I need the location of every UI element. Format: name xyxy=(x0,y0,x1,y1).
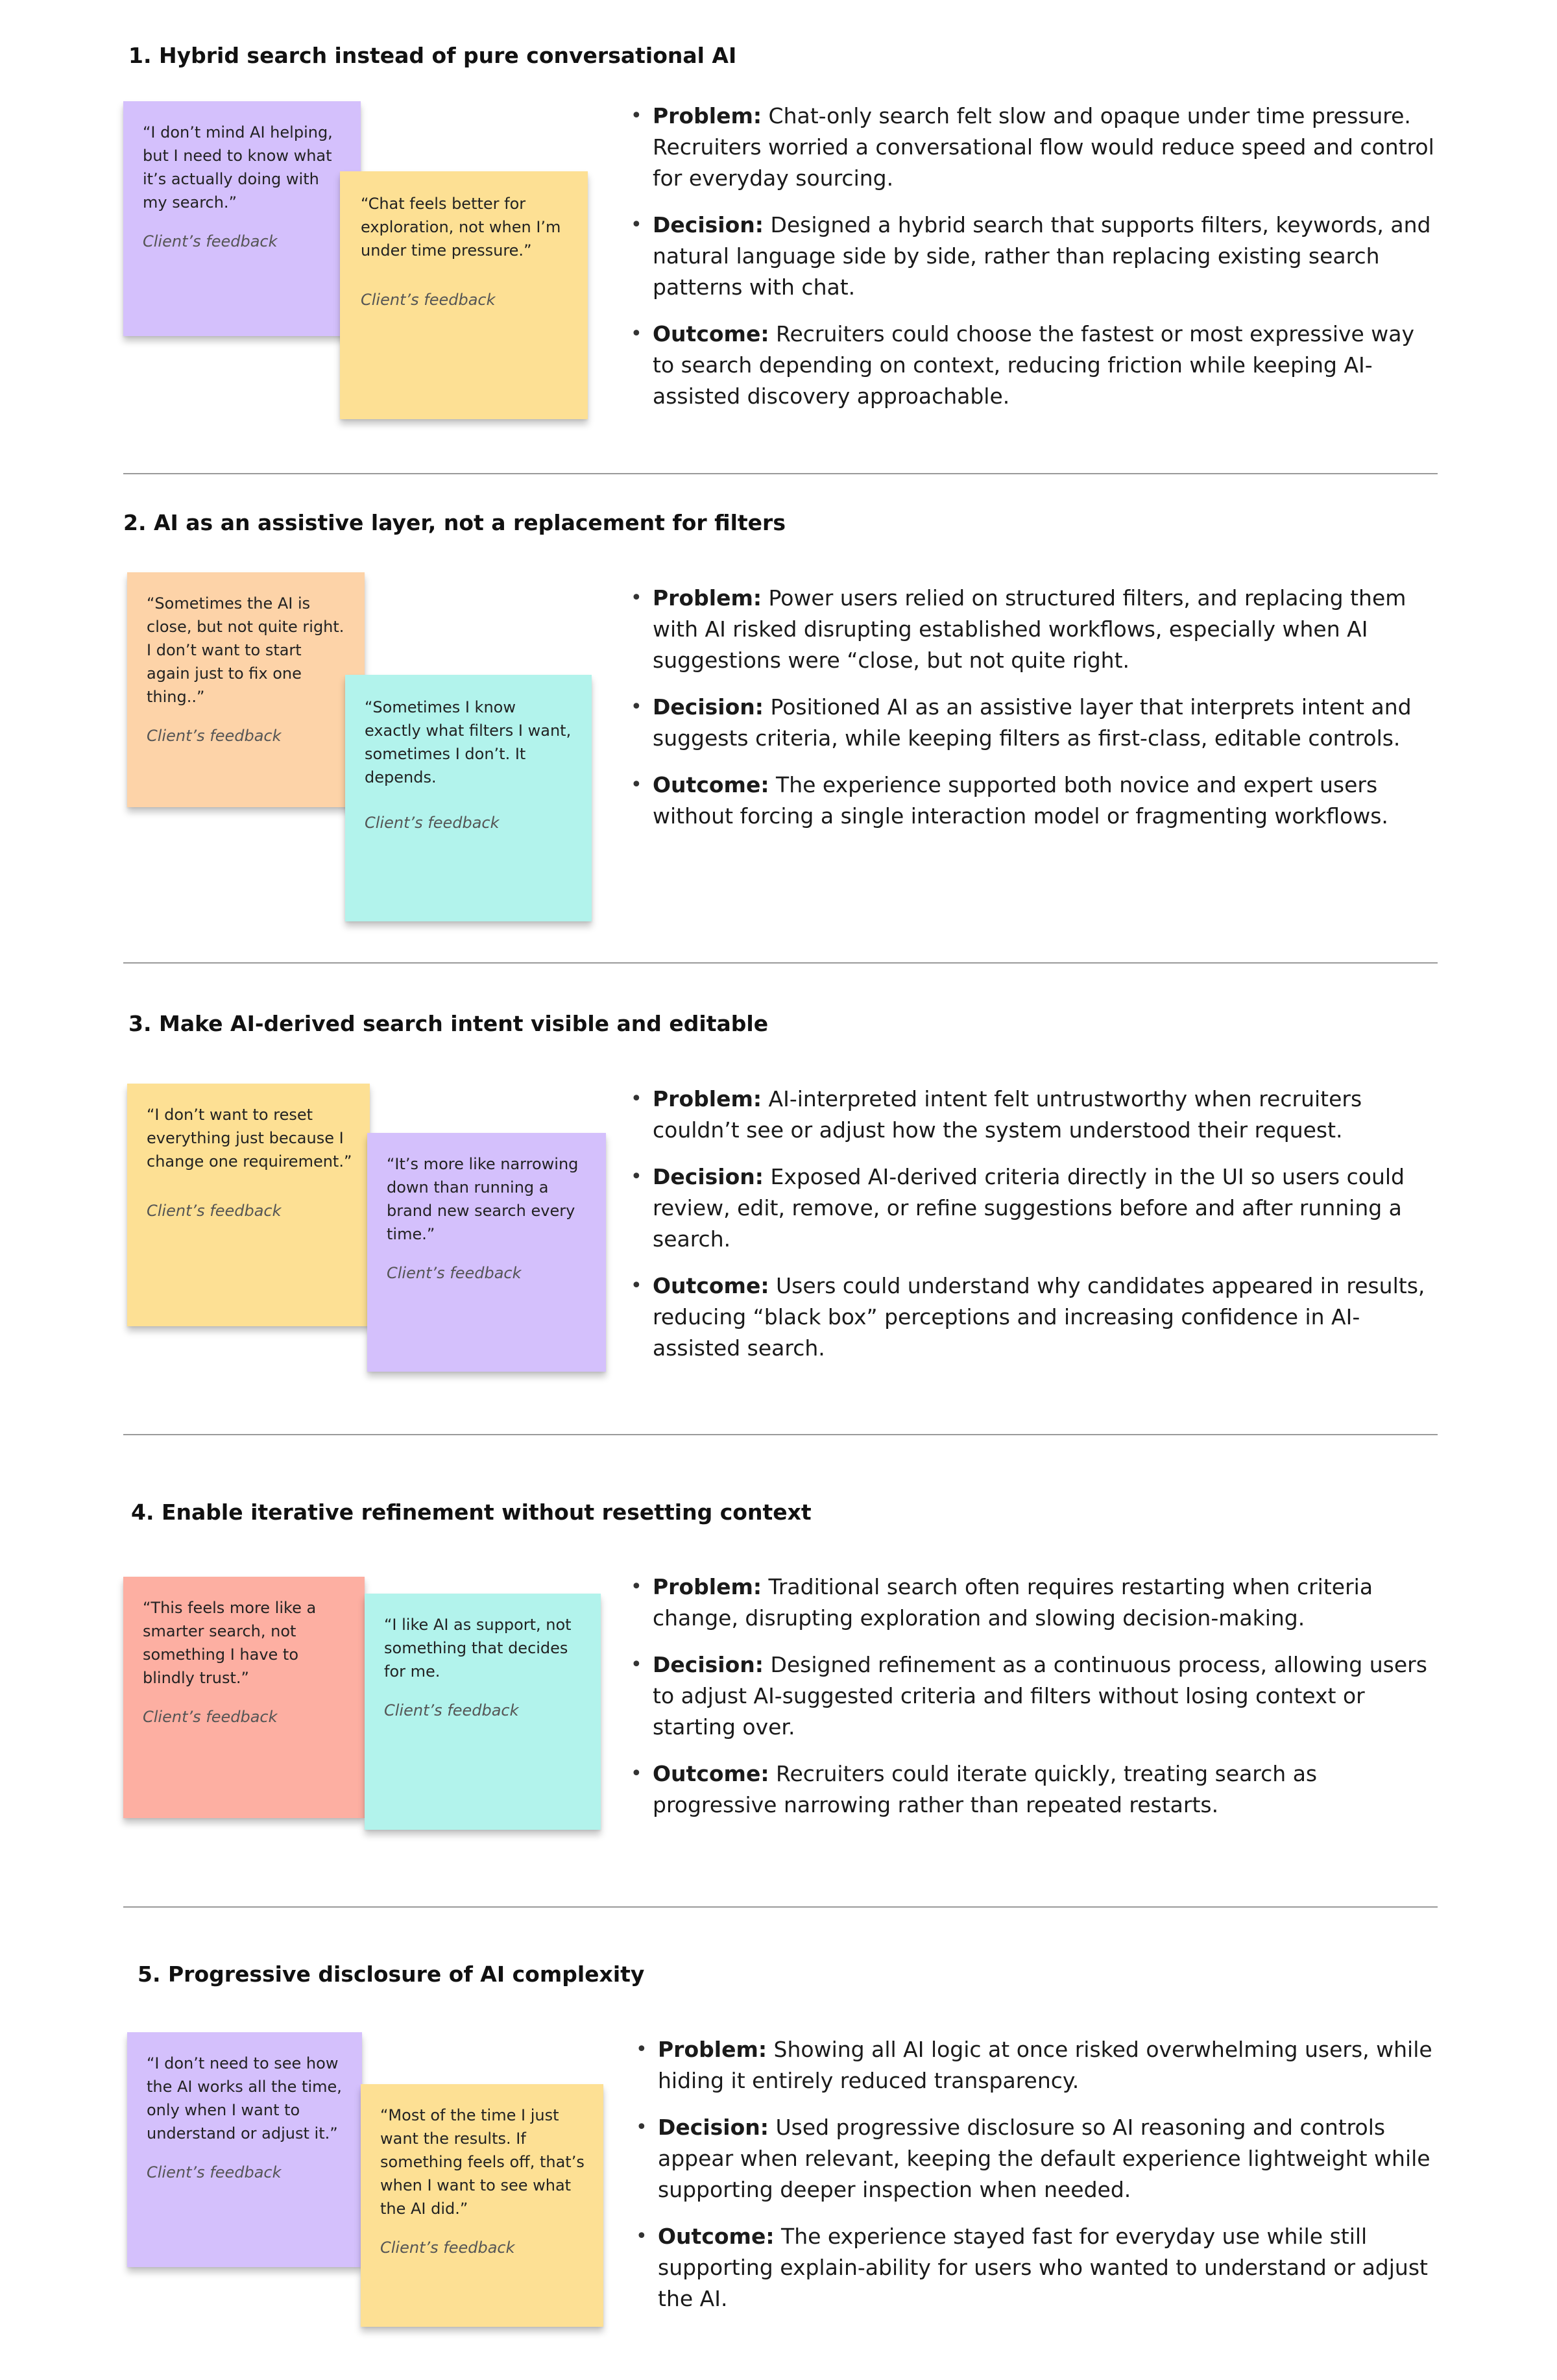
problem-point: • Problem: Traditional search often requires restarting when criteria change, disrupting exploration and slowing decision-making. xyxy=(631,1572,1442,1634)
sticky-note xyxy=(361,2084,603,2327)
decision-list xyxy=(631,101,1438,428)
sticky-quote: “I don’t need to see how the AI works all the time, only when I want to understand or adjust it.” xyxy=(147,2054,342,2143)
sticky-quote: “This feels more like a smarter search, not something I have to blindly trust.” xyxy=(143,1599,317,1687)
decision-list xyxy=(636,2034,1443,2330)
outcome-point: • Outcome: Users could understand why candidates appeared in results, reducing “black box” perceptions and increasing confidence in AI-assisted search. xyxy=(631,1270,1442,1364)
sticky-quote: “Chat feels better for exploration, not when I’m under time pressure.” xyxy=(361,195,561,260)
sticky-quote: “It’s more like narrowing down than running a brand new search every time.” xyxy=(387,1155,579,1243)
sticky-quote: “Sometimes the AI is close, but not quite right. I don’t want to start again just to fix one thing..” xyxy=(147,594,344,706)
sticky-caption: Client’s feedback xyxy=(143,232,278,250)
section-title: 4. Enable iterative refinement without resetting context xyxy=(131,1500,812,1525)
sticky-note xyxy=(127,1084,370,1326)
sticky-caption: Client’s feedback xyxy=(147,2163,282,2181)
sticky-caption: Client’s feedback xyxy=(143,1708,278,1726)
decision-point: • Decision: Designed refinement as a continuous process, allowing users to adjust AI-suggested criteria and filters without losing context or starting over. xyxy=(631,1649,1442,1743)
problem-point: • Problem: Chat-only search felt slow and opaque under time pressure. Recruiters worried a conversational flow would reduce speed and control for everyday sourcing. xyxy=(631,101,1438,194)
section-title: 2. AI as an assistive layer, not a replacement for filters xyxy=(123,510,786,535)
sticky-note xyxy=(365,1594,601,1830)
sticky-note xyxy=(123,1577,365,1818)
sticky-quote: “I don’t mind AI helping, but I need to know what it’s actually doing with my search.” xyxy=(143,123,333,212)
decision-list xyxy=(631,1572,1442,1836)
decision-point: • Decision: Used progressive disclosure so AI reasoning and controls appear when relevant, keeping the default experience lightweight while supporting deeper inspection when needed. xyxy=(636,2112,1443,2205)
sticky-caption: Client’s feedback xyxy=(380,2239,515,2257)
sticky-caption: Client’s feedback xyxy=(384,1701,519,1719)
sticky-quote: “I don’t want to reset everything just because I change one requirement.” xyxy=(147,1106,352,1171)
decision-point: • Decision: Designed a hybrid search that supports filters, keywords, and natural language side by side, rather than replacing existing search patterns with chat. xyxy=(631,210,1438,303)
sticky-caption: Client’s feedback xyxy=(361,291,496,309)
section-title: 5. Progressive disclosure of AI complexity xyxy=(138,1961,645,1987)
divider xyxy=(123,1434,1438,1435)
section-title: 1. Hybrid search instead of pure conversational AI xyxy=(128,43,737,68)
sticky-note xyxy=(127,2032,362,2267)
decision-list xyxy=(631,583,1442,847)
problem-point: • Problem: AI-interpreted intent felt untrustworthy when recruiters couldn’t see or adjust how the system understood their request. xyxy=(631,1084,1442,1146)
sticky-quote: “Sometimes I know exactly what filters I want, sometimes I don’t. It depends. xyxy=(365,698,572,786)
decision-list xyxy=(631,1084,1442,1379)
problem-point: • Problem: Showing all AI logic at once risked overwhelming users, while hiding it entirely reduced transparency. xyxy=(636,2034,1443,2096)
problem-point: • Problem: Power users relied on structured filters, and replacing them with AI risked disrupting established workflows, especially when AI suggestions were “close, but not quite right. xyxy=(631,583,1442,676)
outcome-point: • Outcome: The experience stayed fast for everyday use while still supporting explain-ability for users who wanted to understand or adjust the AI. xyxy=(636,2221,1443,2314)
sticky-caption: Client’s feedback xyxy=(387,1264,522,1282)
sticky-quote: “I like AI as support, not something that decides for me. xyxy=(384,1616,572,1681)
sticky-note xyxy=(127,572,365,807)
outcome-point: • Outcome: The experience supported both novice and expert users without forcing a single interaction model or fragmenting workflows. xyxy=(631,770,1442,832)
sticky-note xyxy=(345,675,592,921)
sticky-caption: Client’s feedback xyxy=(147,727,282,745)
section-title: 3. Make AI-derived search intent visible and editable xyxy=(128,1011,769,1036)
outcome-point: • Outcome: Recruiters could iterate quickly, treating search as progressive narrowing rather than repeated restarts. xyxy=(631,1758,1442,1821)
sticky-caption: Client’s feedback xyxy=(147,1202,282,1220)
decision-point: • Decision: Exposed AI-derived criteria directly in the UI so users could review, edit, remove, or refine suggestions before and after running a search. xyxy=(631,1161,1442,1255)
decision-point: • Decision: Positioned AI as an assistive layer that interprets intent and suggests criteria, while keeping filters as first-class, editable controls. xyxy=(631,692,1442,754)
sticky-note xyxy=(367,1133,606,1372)
outcome-point: • Outcome: Recruiters could choose the fastest or most expressive way to search depending on context, reducing friction while keeping AI-assisted discovery approachable. xyxy=(631,319,1438,412)
sticky-caption: Client’s feedback xyxy=(365,814,500,832)
sticky-quote: “Most of the time I just want the results. If something feels off, that’s when I want to see what the AI did.” xyxy=(380,2106,585,2218)
divider xyxy=(123,1906,1438,1908)
divider xyxy=(123,962,1438,964)
sticky-note xyxy=(340,171,588,419)
sticky-note xyxy=(123,101,361,336)
divider xyxy=(123,473,1438,474)
